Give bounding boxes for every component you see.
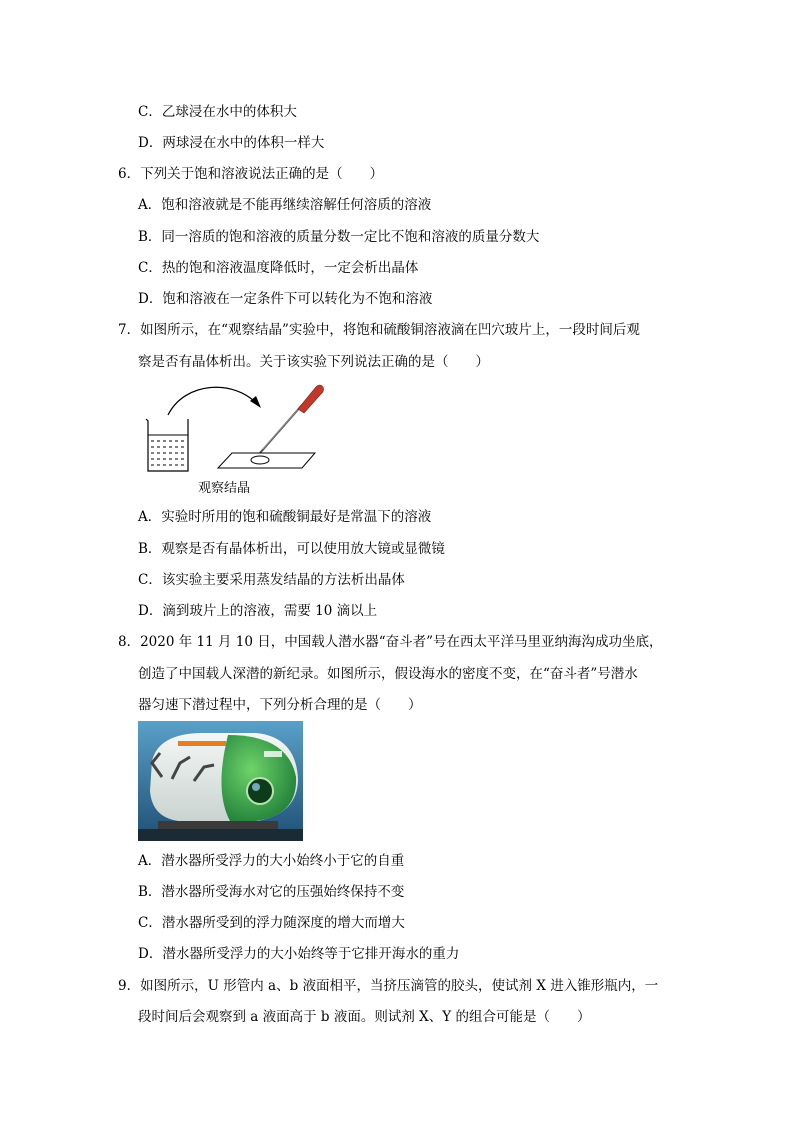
q6-option-d: D．饱和溶液在一定条件下可以转化为不饱和溶液 xyxy=(138,291,433,307)
curved-arrow-icon xyxy=(168,387,261,415)
q8-stem-line3: 器匀速下潜过程中，下列分析合理的是（ ） xyxy=(138,697,422,713)
q7-option-b: B．观察是否有晶体析出，可以使用放大镜或显微镜 xyxy=(138,541,445,557)
q6-option-c: C．热的饱和溶液温度降低时，一定会析出晶体 xyxy=(138,260,419,276)
q6-stem: 6．下列关于饱和溶液说法正确的是（ ） xyxy=(118,166,384,182)
q6-option-a: A．饱和溶液就是不能再继续溶解任何溶质的溶液 xyxy=(138,197,432,213)
glass-slide-icon xyxy=(218,453,315,468)
q8-option-d: D．潜水器所受浮力的大小始终等于它排开海水的重力 xyxy=(138,946,460,962)
dropper-icon xyxy=(260,385,324,453)
q7-option-d: D．滴到玻片上的溶液，需要 10 滴以上 xyxy=(138,603,378,619)
q7-stem-line2: 察是否有晶体析出。关于该实验下列说法正确的是（ ） xyxy=(138,354,489,370)
q9-stem-line2: 段时间后会观察到 a 液面高于 b 液面。则试剂 X、Y 的组合可能是（ ） xyxy=(138,1009,591,1025)
q8-option-a: A．潜水器所受浮力的大小始终小于它的自重 xyxy=(138,853,405,869)
q8-stem-line2: 创造了中国载人深潜的新纪录。如图所示，假设海水的密度不变，在“奋斗者”号潜水 xyxy=(138,666,638,682)
q8-stem-line1: 8．2020 年 11 月 10 日，中国载人潜水器“奋斗者”号在西太平洋马里亚纳海沟成功坐底， xyxy=(118,634,663,650)
beaker-icon xyxy=(146,419,188,471)
q6-option-b: B．同一溶质的饱和溶液的质量分数一定比不饱和溶液的质量分数大 xyxy=(138,229,540,245)
q7-stem-line1: 7．如图所示，在“观察结晶”实验中，将饱和硫酸铜溶液滴在凹穴玻片上，一段时间后观 xyxy=(118,322,640,338)
q5-option-c: C．乙球浸在水中的体积大 xyxy=(138,104,297,120)
q9-stem-line1: 9．如图所示，U 形管内 a、b 液面相平，当挤压滴管的胶头，使试剂 X 进入锥形瓶内，一 xyxy=(118,978,659,994)
q7-option-c: C．该实验主要采用蒸发结晶的方法析出晶体 xyxy=(138,572,405,588)
q8-option-b: B．潜水器所受海水对它的压强始终保持不变 xyxy=(138,884,405,900)
crystallization-figure xyxy=(140,383,340,478)
submersible-photo xyxy=(138,721,303,841)
q7-option-a: A．实验时所用的饱和硫酸铜最好是常温下的溶液 xyxy=(138,509,432,525)
q8-option-c: C．潜水器所受到的浮力随深度的增大而增大 xyxy=(138,915,405,931)
q5-option-d: D．两球浸在水中的体积一样大 xyxy=(138,135,325,151)
figure-caption: 观察结晶 xyxy=(198,481,251,496)
